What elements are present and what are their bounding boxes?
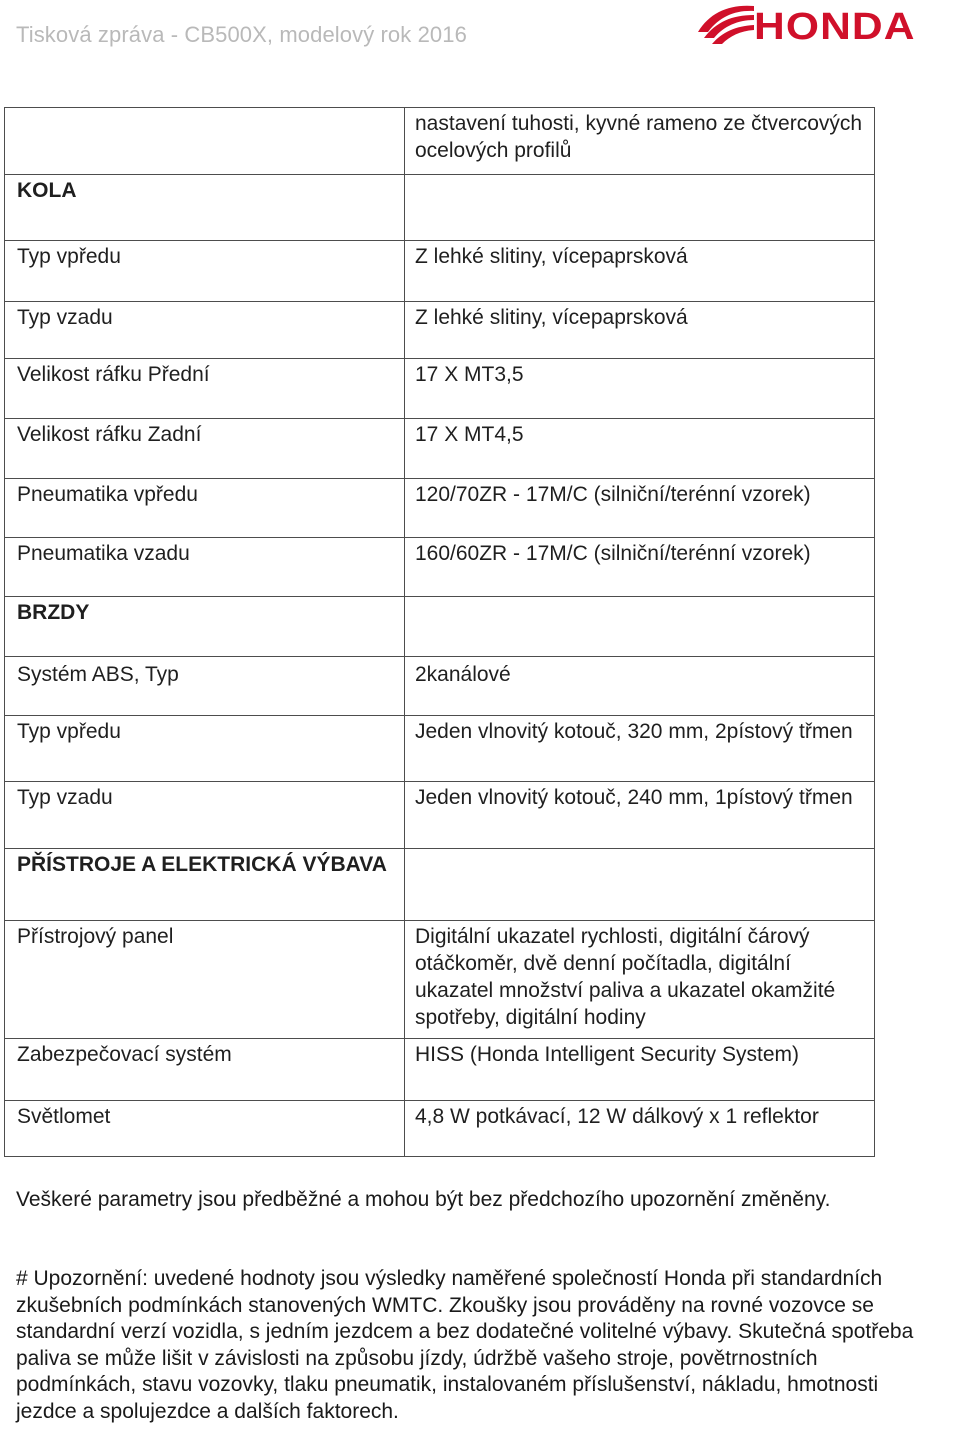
honda-wing-icon <box>696 2 756 46</box>
row-label <box>5 108 405 175</box>
row-value: 17 X MT4,5 <box>405 419 875 479</box>
row-value <box>405 849 875 921</box>
table-row <box>5 782 875 849</box>
row-label: Velikost ráfku Zadní <box>5 419 405 479</box>
row-label: Světlomet <box>5 1101 405 1157</box>
row-label: Typ vpředu <box>5 716 405 782</box>
table-row <box>5 1101 875 1157</box>
table-row <box>5 657 875 716</box>
disclaimer-note: Veškeré parametry jsou předběžné a mohou být bez předchozího upozornění změněny. <box>16 1188 831 1211</box>
honda-wordmark: HONDA <box>754 6 916 48</box>
row-label: Typ vzadu <box>5 302 405 359</box>
row-label: Systém ABS, Typ <box>5 657 405 716</box>
table-row <box>5 538 875 597</box>
section-row <box>5 175 875 241</box>
row-value: Z lehké slitiny, vícepaprsková <box>405 302 875 359</box>
row-value: 160/60ZR - 17M/C (silniční/terénní vzorek) <box>405 538 875 597</box>
table-row <box>5 419 875 479</box>
row-label: Velikost ráfku Přední <box>5 359 405 419</box>
row-label: Typ vpředu <box>5 241 405 302</box>
document-header-title: Tisková zpráva - CB500X, modelový rok 2016 <box>16 22 467 47</box>
row-label: Zabezpečovací systém <box>5 1039 405 1101</box>
row-value: 17 X MT3,5 <box>405 359 875 419</box>
row-value: nastavení tuhosti, kyvné rameno ze čtvercových ocelových profilů <box>405 108 875 175</box>
section-heading: KOLA <box>5 175 405 241</box>
table-row <box>5 716 875 782</box>
table-row <box>5 302 875 359</box>
section-heading: BRZDY <box>5 597 405 657</box>
table-row <box>5 921 875 1039</box>
row-value: 120/70ZR - 17M/C (silniční/terénní vzorek) <box>405 479 875 538</box>
row-value: Jeden vlnovitý kotouč, 320 mm, 2pístový třmen <box>405 716 875 782</box>
row-label: Pneumatika vzadu <box>5 538 405 597</box>
section-heading: PŘÍSTROJE A ELEKTRICKÁ VÝBAVA <box>5 849 405 921</box>
row-value: HISS (Honda Intelligent Security System) <box>405 1039 875 1101</box>
table-row <box>5 108 875 175</box>
spec-table <box>4 107 875 1157</box>
row-label: Pneumatika vpředu <box>5 479 405 538</box>
row-value: Z lehké slitiny, vícepaprsková <box>405 241 875 302</box>
section-row <box>5 849 875 921</box>
row-value: 2kanálové <box>405 657 875 716</box>
row-label: Přístrojový panel <box>5 921 405 1039</box>
footnote-text: # Upozornění: uvedené hodnoty jsou výsledky naměřené společností Honda při standardních zkušebních podmínkách stanovených WMTC. Zkoušky jsou prováděny na rovné vozovce se standardní verzí vozidla, s jedním jezdcem a bez dodatečné volitelné výbavy. Skutečná spotřeba paliva se může lišit v závislosti na způsobu jízdy, údržbě vašeho stroje, povětrnostních podmínkách, stavu vozovky, tlaku pneumatik, instalovaném příslušenství, nákladu, hmotnosti jezdce a spolujezdce a dalších faktorech. <box>16 1267 914 1423</box>
row-value: Digitální ukazatel rychlosti, digitální čárový otáčkoměr, dvě denní počítadla, digitální ukazatel množství paliva a ukazatel okamžité spotřeby, digitální hodiny <box>405 921 875 1039</box>
table-row <box>5 359 875 419</box>
row-value: Jeden vlnovitý kotouč, 240 mm, 1pístový třmen <box>405 782 875 849</box>
row-label: Typ vzadu <box>5 782 405 849</box>
table-row <box>5 479 875 538</box>
table-row <box>5 241 875 302</box>
section-row <box>5 597 875 657</box>
row-value <box>405 175 875 241</box>
row-value: 4,8 W potkávací, 12 W dálkový x 1 reflektor <box>405 1101 875 1157</box>
honda-logo <box>696 2 958 48</box>
row-value <box>405 597 875 657</box>
table-row <box>5 1039 875 1101</box>
